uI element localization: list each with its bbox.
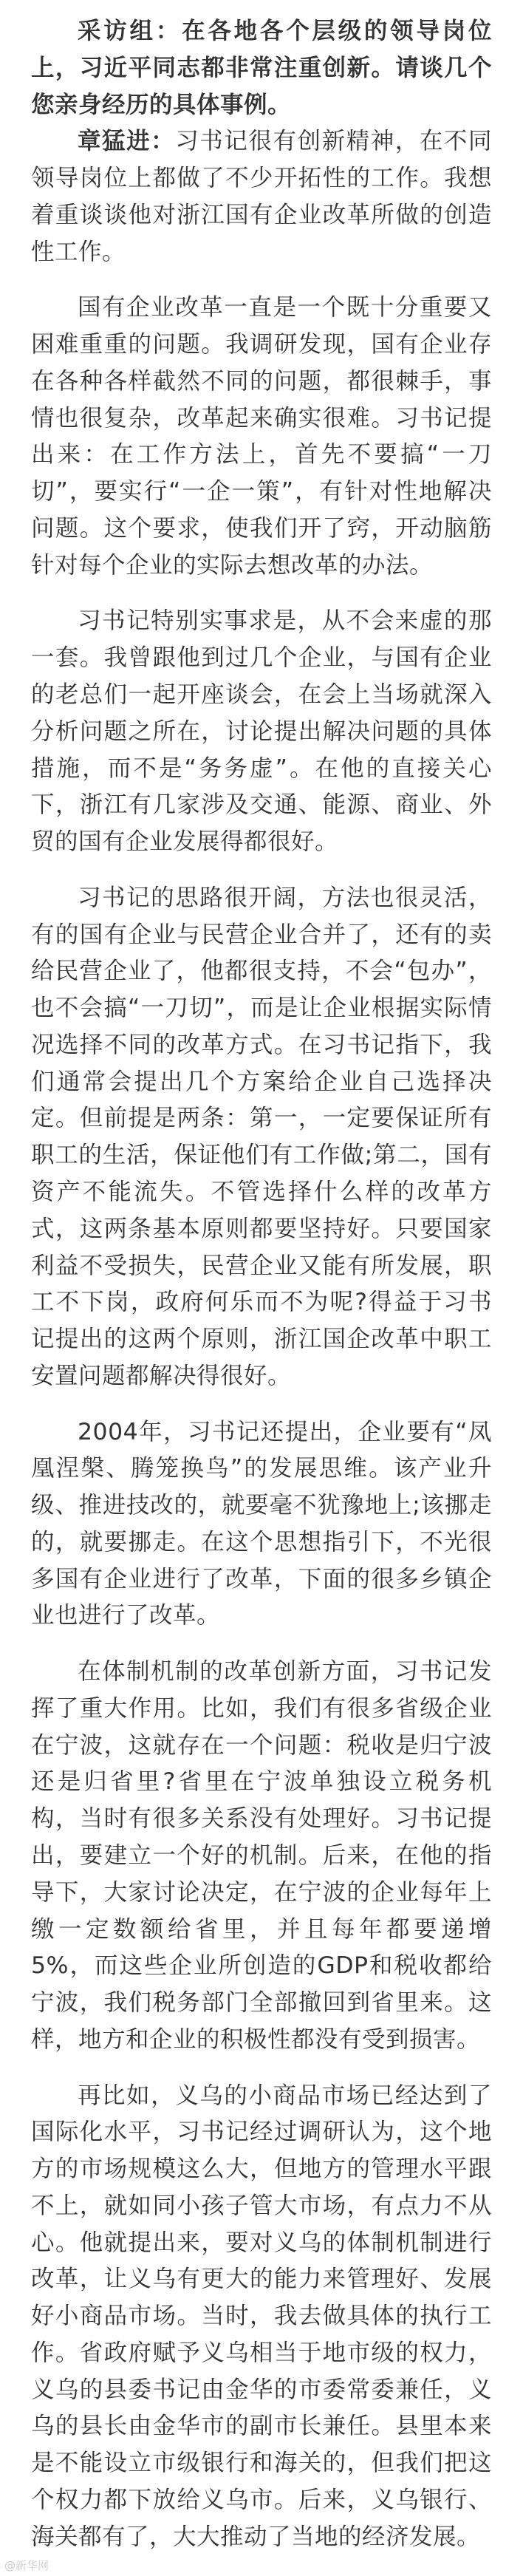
body-paragraph-4: 2004年，习书记还提出，企业要有“凤凰涅槃、腾笼换鸟”的发展思维。该产业升级、推进技改的，就要毫不犹豫地上;该挪走的，就要挪走。在这个思想指引下，不光很多国有企业进行了改革，下面的很多乡镇企业也进行了改革。 — [31, 1418, 492, 1629]
watermark-logo: @新华网 — [4, 2559, 49, 2572]
question-speaker: 采访组： — [78, 18, 182, 44]
body-paragraph-2: 习书记特别实事求是，从不会来虚的那一套。我曾跟他到过几个企业，与国有企业的老总们一起开座谈会，在会上当场就深入分析问题之所在，讨论提出解决问题的具体措施，而不是“务务虚”。在他的直接关心下，浙江有几家涉及交通、能源、商业、外贸的国有企业发展得都很好。 — [31, 607, 492, 856]
answer-intro-text: 习书记很有创新精神，在不同领导岗位上都做了不少开拓性的工作。我想着重谈谈他对浙江国有企业改革所做的创造性工作。 — [31, 128, 492, 265]
answer-intro-paragraph — [31, 123, 492, 270]
body-paragraph-5: 在体制机制的改革创新方面，习书记发挥了重大作用。比如，我们有很多省级企业在宁波，这就存在一个问题：税收是归宁波还是归省里?省里在宁波单独设立税务机构，当时有很多关系没有处理好。习书记提出，要建立一个好的机制。后来，在他的指导下，大家讨论决定，在宁波的企业每年上缴一定数额给省里，并且每年都要递增5%，而这些企业所创造的GDP和税收都给宁波，我们税务部门全部撤回到省里来。这样，地方和企业的积极性都没有受到损害。 — [31, 1658, 492, 2053]
body-paragraph-3: 习书记的思路很开阔，方法也很灵活，有的国有企业与民营企业合并了，还有的卖给民营企业了，他都很支持，不会“包办”，也不会搞“一刀切”，而是让企业根据实际情况选择不同的改革方式。在习书记指下，我们通常会提出几个方案给企业自己选择决定。但前提是两条：第一，一定要保证所有职工的生活，保证他们有工作做;第二，国有资产不能流失。不管选择什么样的改革方式，这两条基本原则都要坚持好。只要国家利益不受损失，民营企业又能有所发展，职工不下岗，政府何乐而不为呢?得益于习书记提出的这两个原则，浙江国企改革中职工安置问题都解决得很好。 — [31, 884, 492, 1389]
question-text: 在各地各个层级的领导岗位上，习近平同志都非常注重创新。请谈几个您亲身经历的具体事例。 — [31, 18, 492, 118]
answer-speaker: 章猛进： — [78, 128, 176, 155]
question-paragraph — [31, 13, 492, 123]
body-paragraph-1: 国有企业改革一直是一个既十分重要又困难重重的问题。我调研发现，国有企业存在各种各样截然不同的问题，都很棘手，事情也很复杂，改革起来确实很难。习书记提出来：在工作方法上，首先不要搞“一刀切”，要实行“一企一策”，有针对性地解决问题。这个要求，使我们开了窍，开动脑筋针对每个企业的实际去想改革的办法。 — [31, 294, 492, 579]
body-paragraph-6: 再比如，义乌的小商品市场已经达到了国际化水平，习书记经过调研认为，这个地方的市场规模这么大，但地方的管理水平跟不上，就如同小孩子管大市场，有点力不从心。他就提出来，要对义乌的体制机制进行改革，让义乌有更大的能力来管理好、发展好小商品市场。当时，我去做具体的执行工作。省政府赋予义乌相当于地市级的权力，义乌的县委书记由金华的市委常委兼任，义乌的县长由金华市的副市长兼任。县里本来是不能设立市级银行和海关的，但我们把这个权力都下放给义乌市。后来，义乌银行、海关都有了，大大推动了当地的经济发展。 — [31, 2082, 492, 2550]
